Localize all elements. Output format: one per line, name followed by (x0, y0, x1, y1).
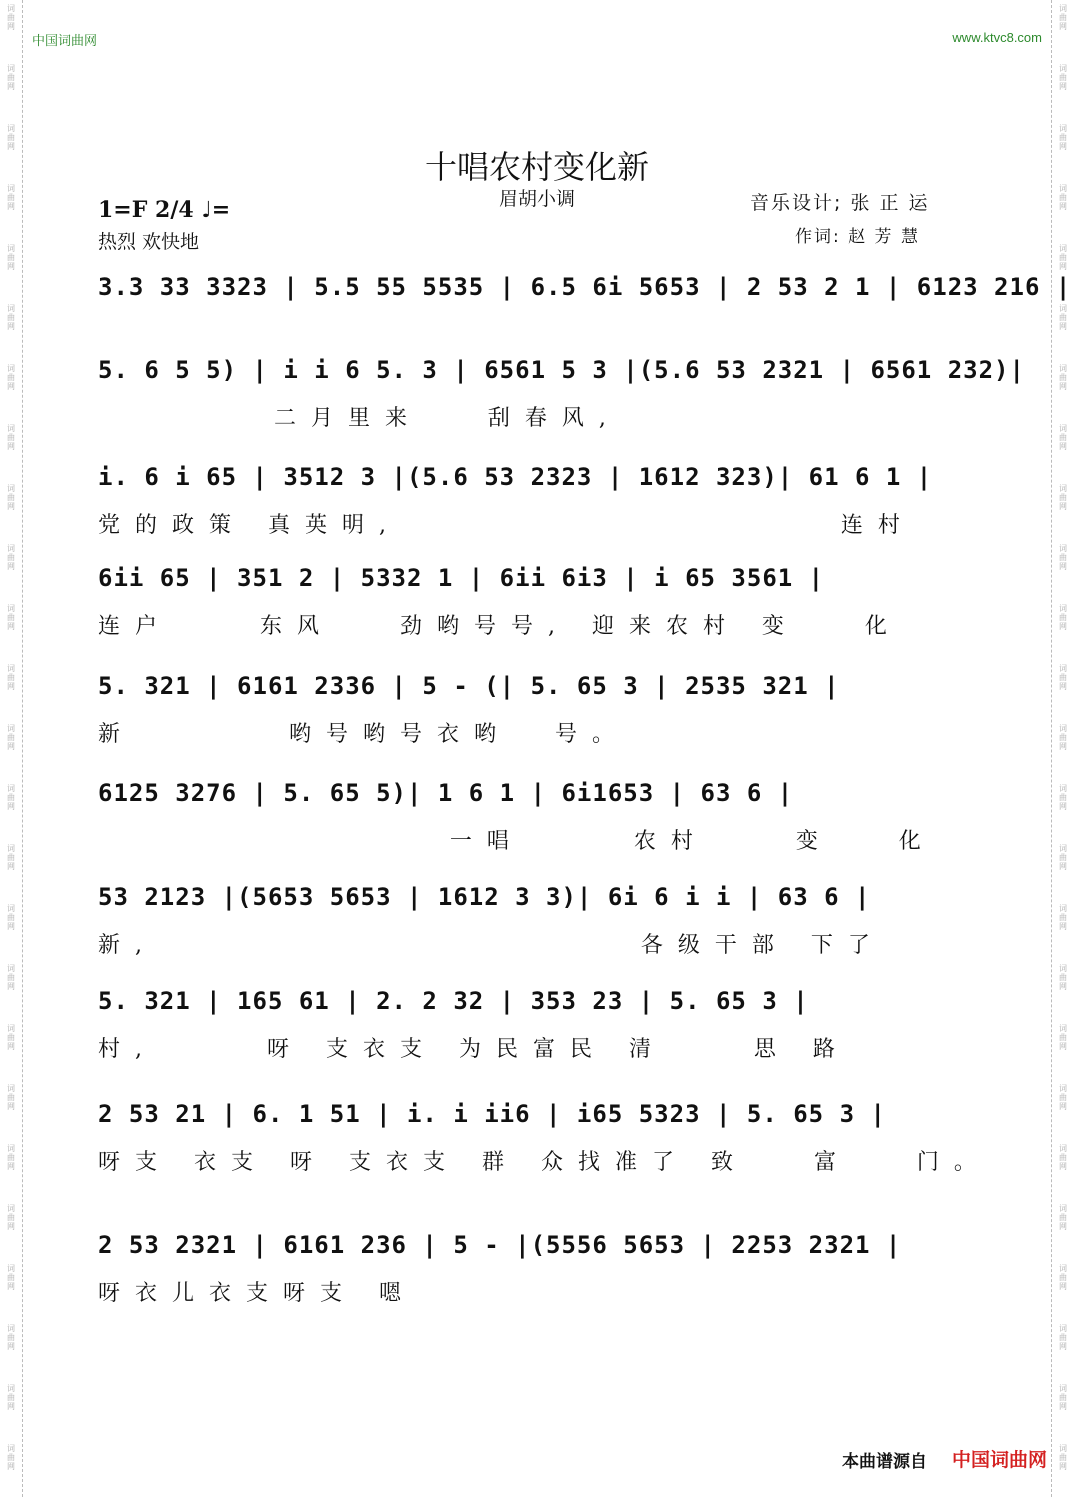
lyric-line: 呀支 衣支 呀 支衣支 群 众找准了 致 富 门。 (98, 1150, 991, 1175)
side-watermark-text: 词 曲 网 (1059, 664, 1067, 691)
key-signature: 1=F 2/4 ♩= (98, 197, 231, 223)
lyric-line: 新 哟号哟号衣哟 号。 (98, 722, 629, 747)
side-watermark-text: 词 曲 网 (1059, 4, 1067, 31)
side-watermark-text: 词 曲 网 (7, 244, 15, 271)
side-watermark-text: 词 曲 网 (1059, 1204, 1067, 1231)
site-url-top-right[interactable]: www.ktvc8.com (952, 30, 1042, 45)
side-watermark-text: 词 曲 网 (7, 424, 15, 451)
side-watermark-text: 词 曲 网 (7, 904, 15, 931)
side-watermark-text: 词 曲 网 (1059, 1324, 1067, 1351)
side-watermark-text: 词 曲 网 (1059, 544, 1067, 571)
side-watermark-text: 词 曲 网 (7, 64, 15, 91)
side-watermark-text: 词 曲 网 (1059, 964, 1067, 991)
side-watermark-text: 词 曲 网 (1059, 484, 1067, 511)
side-watermark-text: 词 曲 网 (7, 664, 15, 691)
side-watermark-text: 词 曲 网 (7, 304, 15, 331)
side-watermark-text: 词 曲 网 (7, 844, 15, 871)
side-watermark-text: 词 曲 网 (7, 724, 15, 751)
source-site-link[interactable]: 中国词曲网 (952, 1449, 1048, 1471)
notation-line: 6125 3276 | 5. 65 5)| 1 6 1 | 6i1653 | 63 6 | (98, 779, 794, 807)
side-watermark-text: 词 曲 网 (1059, 64, 1067, 91)
lyric-line: 党的政策 真英明, 连村 (98, 513, 915, 538)
left-margin-watermark (0, 0, 23, 1497)
side-watermark-text: 词 曲 网 (1059, 1384, 1067, 1411)
side-watermark-text: 词 曲 网 (7, 124, 15, 151)
side-watermark-text: 词 曲 网 (7, 484, 15, 511)
composer-credit: 音乐设计; 张 正 运 (750, 192, 930, 214)
side-watermark-text: 词 曲 网 (7, 1444, 15, 1471)
side-watermark-text: 词 曲 网 (7, 1084, 15, 1111)
lyric-line: 连户 东风 劲哟号号, 迎来农村 变 化 (98, 614, 902, 639)
side-watermark-text: 词 曲 网 (1059, 1264, 1067, 1291)
side-watermark-text: 词 曲 网 (7, 1324, 15, 1351)
lyric-line: 二月里来 刮春风, (98, 406, 621, 431)
side-watermark-text: 词 曲 网 (7, 1264, 15, 1291)
source-label: 本曲谱源自 (842, 1452, 927, 1472)
side-watermark-text: 词 曲 网 (7, 184, 15, 211)
lyricist-credit: 作词: 赵 芳 慧 (795, 227, 920, 247)
song-title: 十唱农村变化新 (424, 148, 649, 186)
side-watermark-text: 词 曲 网 (1059, 904, 1067, 931)
notation-line: i. 6 i 65 | 3512 3 |(5.6 53 2323 | 1612 323)| 61 6 1 | (98, 463, 933, 491)
notation-line: 5. 321 | 165 61 | 2. 2 32 | 353 23 | 5. 65 3 | (98, 987, 809, 1015)
notation-line: 2 53 2321 | 6161 236 | 5 - |(5556 5653 | 2253 2321 | (98, 1231, 902, 1259)
notation-line: 53 2123 |(5653 5653 | 1612 3 3)| 6i 6 i i | 63 6 | (98, 883, 871, 911)
notation-line: 5. 6 5 5) | i i 6 5. 3 | 6561 5 3 |(5.6 53 2321 | 6561 232)| (98, 356, 1025, 384)
side-watermark-text: 词 曲 网 (1059, 844, 1067, 871)
side-watermark-text: 词 曲 网 (7, 1024, 15, 1051)
side-watermark-text: 词 曲 网 (7, 964, 15, 991)
side-watermark-text: 词 曲 网 (1059, 424, 1067, 451)
lyric-line: 呀衣儿衣支呀支 嗯 (98, 1281, 416, 1306)
side-watermark-text: 词 曲 网 (1059, 184, 1067, 211)
tempo-marking: 热烈 欢快地 (98, 231, 200, 253)
right-margin-watermark (1051, 0, 1074, 1497)
side-watermark-text: 词 曲 网 (1059, 1084, 1067, 1111)
side-watermark-text: 词 曲 网 (7, 1144, 15, 1171)
side-watermark-text: 词 曲 网 (1059, 1144, 1067, 1171)
lyric-line: 新, 各级干部 下了 (98, 933, 885, 958)
side-watermark-text: 词 曲 网 (1059, 784, 1067, 811)
site-name-top-left[interactable]: 中国词曲网 (32, 34, 98, 49)
lyric-line: 村, 呀 支衣支 为民富民 清 思 路 (98, 1037, 850, 1062)
side-watermark-text: 词 曲 网 (7, 4, 15, 31)
side-watermark-text: 词 曲 网 (1059, 1024, 1067, 1051)
side-watermark-text: 词 曲 网 (1059, 364, 1067, 391)
notation-line: 2 53 21 | 6. 1 51 | i. i ii6 | i65 5323 | 5. 65 3 | (98, 1100, 886, 1128)
notation-line: 3.3 33 3323 | 5.5 55 5535 | 6.5 6i 5653 | 2 53 2 1 | 6123 216 | (98, 273, 1072, 301)
notation-line: 5. 321 | 6161 2336 | 5 - (| 5. 65 3 | 2535 321 | (98, 672, 840, 700)
side-watermark-text: 词 曲 网 (1059, 244, 1067, 271)
notation-line: 6ii 65 | 351 2 | 5332 1 | 6ii 6i3 | i 65 3561 | (98, 564, 825, 592)
side-watermark-text: 词 曲 网 (1059, 724, 1067, 751)
lyric-line: 一唱 农村 变 化 (98, 829, 936, 854)
side-watermark-text: 词 曲 网 (7, 364, 15, 391)
side-watermark-text: 词 曲 网 (7, 1204, 15, 1231)
side-watermark-text: 词 曲 网 (1059, 1444, 1067, 1471)
side-watermark-text: 词 曲 网 (1059, 304, 1067, 331)
side-watermark-text: 词 曲 网 (7, 784, 15, 811)
side-watermark-text: 词 曲 网 (7, 1384, 15, 1411)
side-watermark-text: 词 曲 网 (7, 604, 15, 631)
side-watermark-text: 词 曲 网 (7, 544, 15, 571)
song-subtitle: 眉胡小调 (498, 188, 575, 210)
side-watermark-text: 词 曲 网 (1059, 124, 1067, 151)
side-watermark-text: 词 曲 网 (1059, 604, 1067, 631)
